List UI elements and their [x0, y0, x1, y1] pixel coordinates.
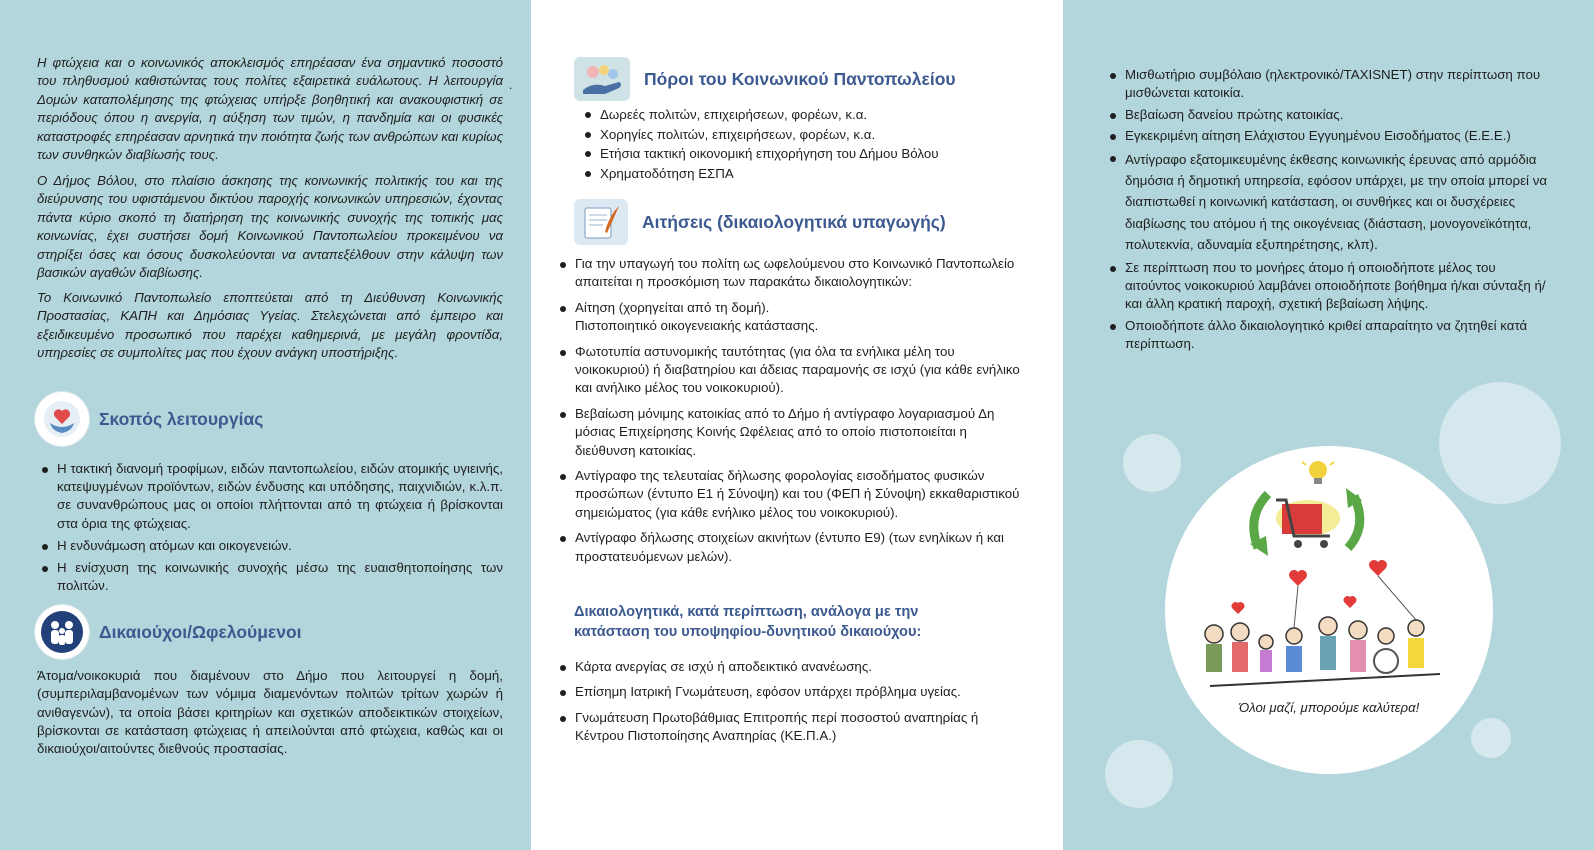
donation-hand-icon [574, 57, 630, 101]
beneficiaries-text: Άτομα/νοικοκυριά που διαμένουν στο Δήμο που λειτουργεί η δομή, (συμπεριλαμβανομένων των νόμιμα διαμενόντων πολιτών τρίτων χωρών ή ανιθαγενών), τα οποία βάσει κριτηρίων και σχετικών αποδεικτικών στοιχείων, βρίσκονται σε κατάσταση φτώχειας ή απειλούνται από φτώχεια, καθώς και οι δικαιούχοι/αιτούντες διεθνούς προστασίας. [37, 668, 503, 757]
decor-circle [1123, 434, 1181, 492]
slogan-caption: Όλοι μαζί, μπορούμε καλύτερα! [1238, 700, 1420, 715]
community-illustration [1190, 456, 1470, 696]
list-item-continuation: Πιστοποιητικό οικογενειακής κατάστασης. [575, 318, 819, 334]
list-item: Γνωμάτευση Πρωτοβάθμιας Επιτροπής περί ποσοστού αναπηρίας ή Κέντρου Πιστοποίησης Αναπηρίας (ΚΕ.Π.Α.) [558, 709, 1028, 746]
people-group-icon [1205, 617, 1440, 686]
list-item: Για την υπαγωγή του πολίτη ως ωφελούμενου στο Κοινωνικό Παντοπωλείο απαιτείται η προσκόμιση των παρακάτω δικαιολογητικών: [558, 255, 1028, 292]
beneficiaries-heading [35, 605, 302, 659]
decor-circle [1105, 740, 1173, 808]
purpose-heading [35, 392, 263, 446]
decor-circle [1471, 718, 1511, 758]
list-item: Μισθωτήριο συμβόλαιο (ηλεκτρονικό/TAXISNET) στην περίπτωση που μισθώνεται κατοικία. [1108, 66, 1548, 103]
beneficiaries-title: Δικαιούχοι/Ωφελούμενοι [99, 621, 302, 642]
list-item: Επίσημη Ιατρική Γνωμάτευση, εφόσον υπάρχει πρόβλημα υγείας. [558, 683, 1028, 701]
applications-list [558, 255, 1028, 566]
conditional-docs-title: Δικαιολογητικά, κατά περίπτωση, ανάλογα με την κατάσταση του υποψηφίου-δυνητικού δικαιούχου: [574, 604, 922, 640]
family-group-icon [35, 605, 89, 659]
document-quill-icon [574, 199, 628, 245]
list-item: Η τακτική διανομή τροφίμων, ειδών παντοπωλείου, ειδών ατομικής υγιεινής, κατεψυγμένων προϊόντων, ειδών ένδυσης και υπόδησης, παιχνιδιών, κ.λ.π. σε συνανθρώπους μας οι οποίοι πλήττονται από τη φτώχεια ή βρίσκονται στα όρια της φτώχειας. [40, 460, 503, 533]
list-item: Χρηματοδότηση ΕΣΠΑ [583, 164, 1023, 184]
heart-balloons-icon [1232, 560, 1387, 614]
list-item: Χορηγίες πολιτών, επιχειρήσεων, φορέων, κ.α. [583, 125, 1023, 145]
list-item: Αντίγραφο εξατομικευμένης έκθεσης κοινωνικής έρευνας από αρμόδια δημόσια ή δημοτική υπηρεσία, εφόσον υπάρχει, με την οποία μπορεί να διαπιστωθεί η κοινωνική κατάσταση, οι συνθήκες και οι δυσχέρειες διαβίωσης του ατόμου ή της οικογένειας (διάσταση, μονογονεϊκότητα, πολυτεκνία, αδυναμία εξυπηρέτησης, κλπ). [1108, 149, 1548, 256]
resources-title: Πόροι του Κοινωνικού Παντοπωλείου [644, 68, 956, 89]
list-item: Αντίγραφο δήλωσης στοιχείων ακινήτων (έντυπο Ε9) (των ενηλίκων ή και προστατευόμενων μελών). [558, 529, 1028, 566]
resources-list [583, 105, 1023, 183]
list-item: Ετήσια τακτική οικονομική επιχορήγηση του Δήμου Βόλου [583, 144, 1023, 164]
list-item: Σε περίπτωση που το μονήρες άτομο ή οποιοδήποτε μέλος του αιτούντος νοικοκυριού λαμβάνει οποιοδήποτε βοήθημα ή/και σύνταξη ή/και άλλη κρατική παροχή, σχετική βεβαίωση λήψης. [1108, 259, 1548, 314]
list-item: Κάρτα ανεργίας σε ισχύ ή αποδεικτικό ανανέωσης. [558, 658, 1028, 676]
shopping-cart-icon [1276, 500, 1340, 548]
resources-heading [574, 57, 956, 101]
list-item: Αντίγραφο της τελευταίας δήλωσης φορολογίας εισοδήματος φυσικών προσώπων (έντυπο Ε1 ή Σύνοψη) και του (ΦΕΠ ή Σύνοψη) εκκαθαριστικού σημειώματος (για κάθε ενήλικο μέλος του νοικοκυριού). [558, 467, 1028, 522]
list-item: Η ενίσχυση της κοινωνικής συνοχής μέσω της ευαισθητοποίησης των πολιτών. [40, 559, 503, 595]
additional-docs-list [1108, 66, 1548, 354]
list-item: Η ενδυνάμωση ατόμων και οικογενειών. [40, 537, 503, 555]
list-item: Βεβαίωση μόνιμης κατοικίας από το Δήμο ή αντίγραφο λογαριασμού Δη μόσιας Επιχείρησης Κοινής Ωφέλειας από το οποίο πιστοποιείται η διεύθυνση κατοικίας. [558, 405, 1028, 460]
lightbulb-icon [1302, 461, 1334, 484]
list-item: Εγκεκριμένη αίτηση Ελάχιστου Εγγυημένου Εισοδήματος (Ε.Ε.Ε.) [1108, 127, 1548, 145]
stray-mark: . [509, 78, 513, 92]
list-item: Φωτοτυπία αστυνομικής ταυτότητας (για όλα τα ενήλικα μέλη του νοικοκυριού) ή διαβατηρίου και άδειας παραμονής σε ισχύ (για κάθε ενήλικο και ανήλικο μέλος του νοικοκυριού). [558, 343, 1028, 398]
purpose-list [40, 460, 503, 595]
heart-hands-icon [35, 392, 89, 446]
purpose-title: Σκοπός λειτουργίας [99, 408, 264, 429]
list-item: Δωρεές πολιτών, επιχειρήσεων, φορέων, κ.α. [583, 105, 1023, 125]
list-item: Βεβαίωση δανείου πρώτης κατοικίας. [1108, 106, 1548, 124]
intro-paragraph: Η φτώχεια και ο κοινωνικός αποκλεισμός επηρέασαν ένα σημαντικό ποσοστό του πληθυσμού καθιστώντας τους πολίτες εξαιρετικά ευάλωτους. Η λειτουργία Δομών καταπολέμησης της φτώχειας υπήρξε βοηθητική και ανακουφιστική σε περιόδους όπου η ανεργία, η αύξηση των τιμών, η πανδημία και οι φυσικές καταστροφές επηρέασαν αρνητικά την ποιότητα ζωής των ανθρώπων και κυρίως των συνθηκών διαβίωσής τους. [37, 55, 503, 163]
applications-heading [574, 199, 946, 245]
intro-paragraph: Το Κοινωνικό Παντοπωλείο εποπτεύεται από τη Διεύθυνση Κοινωνικής Προστασίας, ΚΑΠΗ και Δημόσιας Υγείας. Στελεχώνεται από έμπειρο και εξειδικευμένο προσωπικό που παρέχει καθημερινά, με μεγάλη φροντίδα, υπηρεσίες σε συμπολίτες μας που έχουν ανάγκη υποστήριξης. [37, 290, 503, 361]
list-item: Οποιοδήποτε άλλο δικαιολογητικό κριθεί απαραίτητο να ζητηθεί κατά περίπτωση. [1108, 317, 1548, 354]
intro-paragraph: Ο Δήμος Βόλου, στο πλαίσιο άσκησης της κοινωνικής πολιτικής του και της διεύρυνσης του υφιστάμενου δικτύου παροχής κοινωνικών υπηρεσιών, έχοντας πάντα κύριο σκοπό τη διατήρηση της κοινωνικής συνοχής της τοπικής μας κοινωνίας, έχει συστήσει δομή Κοινωνικού Παντοπωλείου προκειμένου να στηρίξει όσες και όσους δυσκολεύονται να ανταπεξέλθουν στην κάλυψη των βασικών αγαθών διαβίωσης. [37, 173, 503, 281]
applications-title: Αιτήσεις (δικαιολογητικά υπαγωγής) [642, 211, 946, 232]
list-item: Αίτηση (χορηγείται από τη δομή). [558, 299, 1028, 317]
conditional-docs-list [558, 658, 1028, 746]
